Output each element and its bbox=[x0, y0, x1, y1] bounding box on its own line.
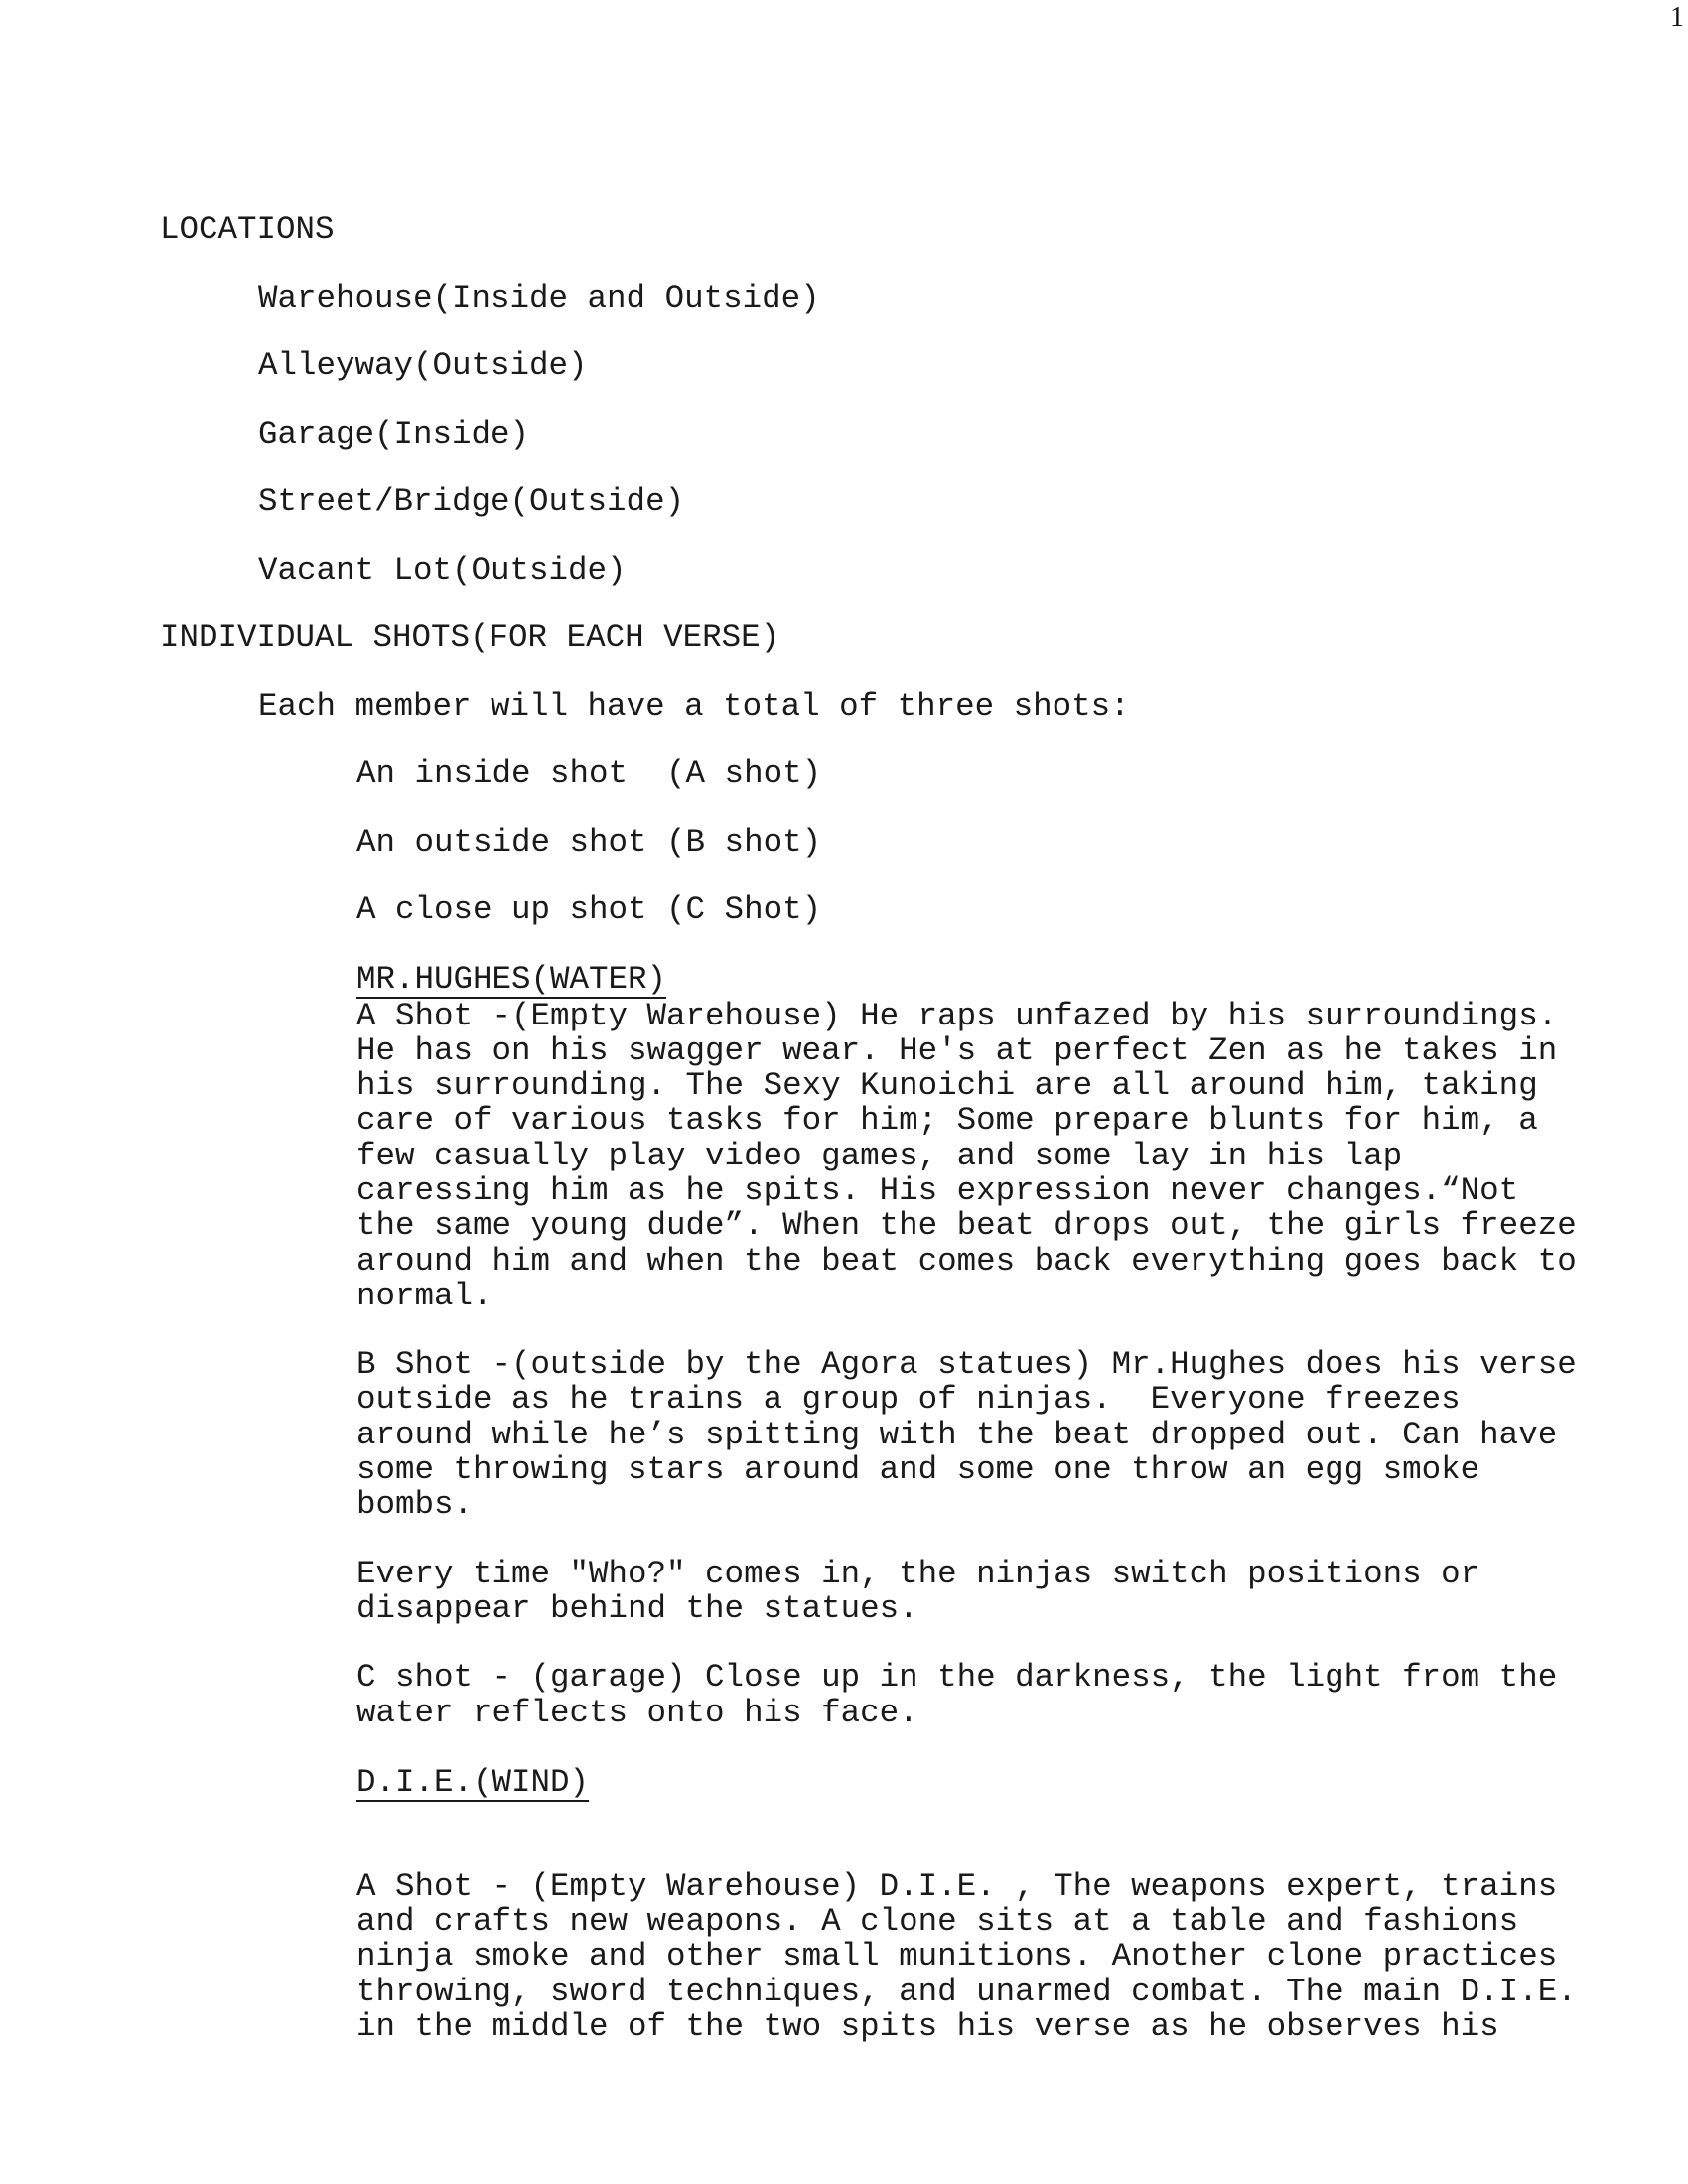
shot-paragraph bbox=[356, 1557, 1629, 1627]
member-title: MR.HUGHES(WATER) bbox=[356, 960, 667, 998]
shot-type-item: An outside shot (B shot) bbox=[356, 823, 822, 861]
shots-intro: Each member will have a total of three shots: bbox=[258, 687, 1130, 725]
paragraph-line: He has on his swagger wear. He's at perfect Zen as he takes in bbox=[356, 1031, 1558, 1069]
page-number: 1 bbox=[1670, 2, 1684, 33]
paragraph-line: care of various tasks for him; Some prepare blunts for him, a bbox=[356, 1102, 1538, 1140]
paragraph-line: in the middle of the two spits his verse as he observes his bbox=[356, 2008, 1499, 2046]
spacer bbox=[356, 1802, 1629, 1869]
location-item: Vacant Lot(Outside) bbox=[258, 551, 627, 589]
shot-type-item: An inside shot (A shot) bbox=[356, 755, 822, 792]
location-item: Street/Bridge(Outside) bbox=[258, 483, 685, 520]
paragraph-line: A Shot - (Empty Warehouse) D.I.E. , The weapons expert, trains bbox=[356, 1867, 1558, 1905]
shot-paragraph bbox=[356, 1347, 1629, 1522]
paragraph-line: normal. bbox=[356, 1277, 492, 1314]
paragraph-line: ninja smoke and other small munitions. Another clone practices bbox=[356, 1938, 1558, 1976]
paragraph-line: B Shot -(outside by the Agora statues) Mr.Hughes does his verse bbox=[356, 1346, 1577, 1384]
paragraph-line: around while he’s spitting with the beat dropped out. Can have bbox=[356, 1416, 1558, 1453]
shot-paragraph bbox=[356, 999, 1629, 1314]
paragraph-line: caressing him as he spits. His expression never changes.“Not bbox=[356, 1171, 1519, 1209]
shot-paragraph bbox=[356, 1869, 1629, 2044]
paragraph-line: water reflects onto his face. bbox=[356, 1694, 918, 1731]
paragraph-line: A Shot -(Empty Warehouse) He raps unfazed by his surroundings. bbox=[356, 997, 1558, 1034]
paragraph-line: around him and when the beat comes back everything goes back to bbox=[356, 1242, 1577, 1280]
paragraph-line: the same young dude”. When the beat drops out, the girls freeze bbox=[356, 1207, 1577, 1245]
member-section-die bbox=[160, 1764, 1629, 2044]
member-section-mr-hughes bbox=[160, 961, 1629, 1730]
member-title: D.I.E.(WIND) bbox=[356, 1763, 590, 1801]
paragraph-line: outside as he trains a group of ninjas. Everyone freezes bbox=[356, 1381, 1461, 1419]
paragraph-line: some throwing stars around and some one throw an egg smoke bbox=[356, 1451, 1480, 1489]
shot-type-item: A close up shot (C Shot) bbox=[356, 891, 822, 928]
locations-heading: LOCATIONS bbox=[160, 211, 335, 248]
document-body bbox=[160, 212, 1629, 2078]
individual-shots-heading: INDIVIDUAL SHOTS(FOR EACH VERSE) bbox=[160, 619, 780, 656]
paragraph-line: and crafts new weapons. A clone sits at a table and fashions bbox=[356, 1903, 1519, 1941]
shot-paragraph bbox=[356, 1660, 1629, 1730]
paragraph-line: Every time "Who?" comes in, the ninjas switch positions or bbox=[356, 1555, 1480, 1592]
paragraph-line: bombs. bbox=[356, 1486, 474, 1524]
paragraph-line: disappear behind the statues. bbox=[356, 1589, 918, 1627]
location-item: Alleyway(Outside) bbox=[258, 347, 588, 384]
shot-types-list bbox=[160, 756, 1629, 928]
paragraph-line: C shot - (garage) Close up in the darkness, the light from the bbox=[356, 1659, 1558, 1697]
paragraph-line: throwing, sword techniques, and unarmed combat. The main D.I.E. bbox=[356, 1973, 1577, 2010]
paragraph-line: his surrounding. The Sexy Kunoichi are all around him, taking bbox=[356, 1067, 1538, 1105]
locations-list bbox=[160, 281, 1629, 589]
location-item: Warehouse(Inside and Outside) bbox=[258, 279, 820, 317]
location-item: Garage(Inside) bbox=[258, 415, 530, 453]
paragraph-line: few casually play video games, and some lay in his lap bbox=[356, 1137, 1403, 1174]
